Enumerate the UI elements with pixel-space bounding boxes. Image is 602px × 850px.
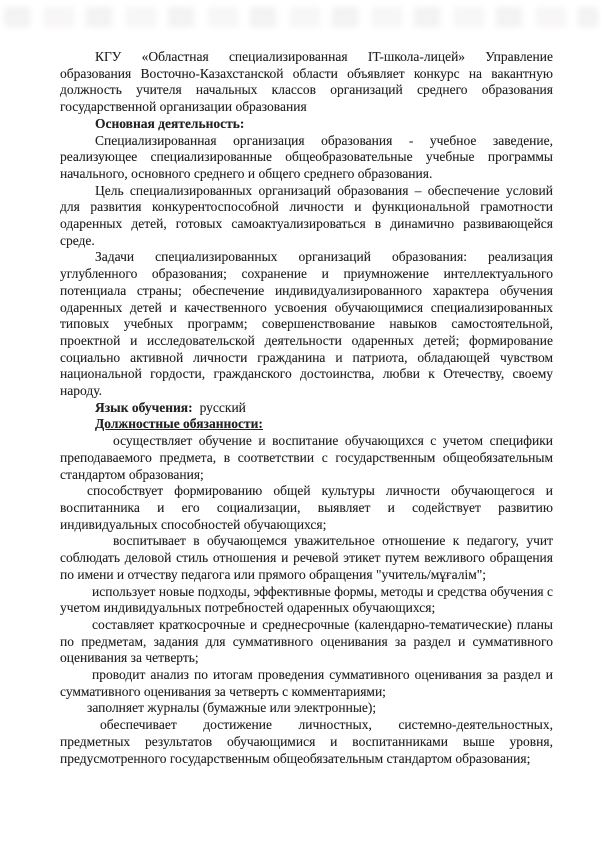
paragraph-tasks: Задачи специализированных организаций образования: реализация углубленного образования; сохранение и приумножение интеллектуального потенциала страны; обеспечение индивидуализированного характера обучения одаренных детей и качественного усвоения обучающимися специализированных типовых учебных программ; совершенствование навыков самостоятельной, проектной и исследовательской деятельности одаренных детей; формирование социально активной личности гражданина и патриота, обладающей чувством национальной гордости, гражданского достоинства, любви к Отечеству, своему народу. (60, 249, 553, 399)
paragraph-org-definition: Специализированная организация образования - учебное заведение, реализующее специализированные общеобразовательные учебные программы начального, основного среднего и общего среднего образования. (60, 132, 553, 181)
language-label: Язык обучения: (95, 399, 193, 415)
duties-heading-text: Должностные обязанности: (95, 416, 263, 432)
duty-culture-formation: способствует формированию общей культуры личности обучающегося и воспитанника и его социализации, выявляет и содействует развитию индивидуальных способностей обучающихся; (60, 483, 553, 532)
document-content (60, 49, 553, 767)
duty-teaching: осуществляет обучение и воспитание обучающихся с учетом специфики преподаваемого предмета, в соответствии с государственным общеобязательным стандартом образования; (60, 433, 553, 482)
duty-analysis: проводит анализ по итогам проведения суммативного оценивания за раздел и суммативного оценивания за четверть с комментариями; (60, 667, 553, 699)
duty-journals: заполняет журналы (бумажные или электронные); (87, 700, 377, 716)
paragraph-vacancy-announcement: КГУ «Областная специализированная IT-школа-лицей» Управление образования Восточно-Казахстанской области объявляет конкурс на вакантную должность учителя начальных классов организаций среднего образования государственной организации образования (60, 49, 553, 115)
duty-results-achievement: обеспечивает достижение личностных, системно-деятельностных, предметных результатов обучающимися и воспитанниками выше уровня, предусмотренного государственным общеобязательным стандартом образования; (60, 717, 553, 766)
duty-new-approaches: использует новые подходы, эффективные формы, методы и средства обучения с учетом индивидуальных потребностей одаренных обучающихся; (60, 583, 553, 616)
scan-ghost-artifact (4, 7, 598, 27)
heading-main-activity: Основная деятельность: (95, 115, 245, 131)
line-language (60, 400, 553, 417)
language-value: русский (199, 399, 246, 415)
heading-duties (60, 416, 553, 433)
paragraph-goal: Цель специализированных организаций образования – обеспечение условий для развития конкурентоспособной личности и функциональной грамотности одаренных детей, готовых самоактуализироваться в динамично развивающейся среде. (60, 182, 553, 248)
duty-respect-education: воспитывает в обучающемся уважительное отношение к педагогу, учит соблюдать деловой стиль отношения и речевой этикет путем вежливого обращения по имени и отчеству педагога или прямого обращения "учитель/мұғалім"; (60, 533, 553, 582)
duty-planning: составляет краткосрочные и среднесрочные (календарно-тематические) планы по предметам, задания для суммативного оценивания за раздел и суммативного оценивания за четверть; (60, 616, 553, 666)
